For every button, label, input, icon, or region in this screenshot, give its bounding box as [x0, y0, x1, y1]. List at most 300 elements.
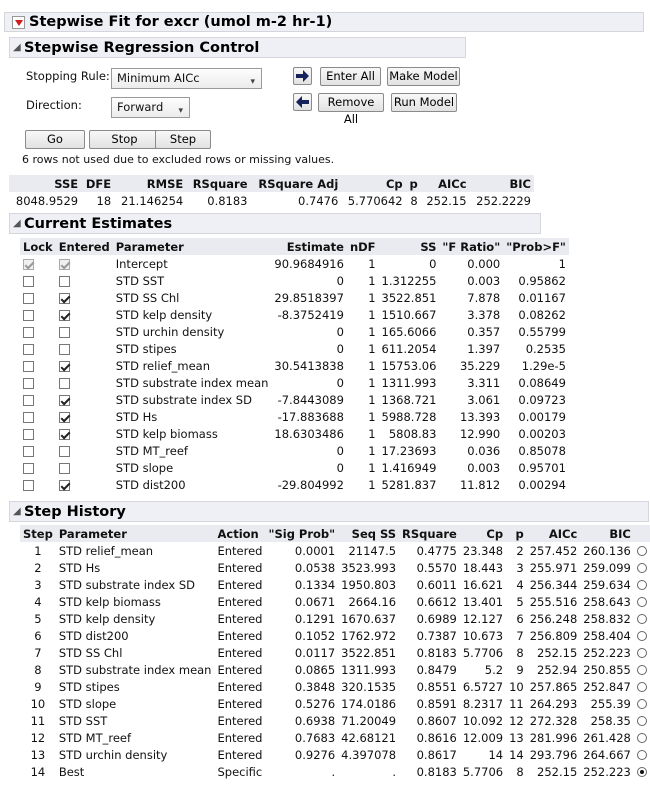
history-row [20, 695, 650, 712]
rsquare-cell: 0.8551 [416, 679, 457, 694]
rsquare-cell: 0.8617 [416, 747, 457, 762]
select-step-radio[interactable] [637, 733, 647, 743]
lock-checkbox[interactable] [23, 344, 34, 355]
select-cell [634, 661, 650, 678]
select-cell [634, 576, 650, 593]
bic-cell: 258.404 [583, 628, 631, 643]
enter-all-button[interactable]: Enter All [320, 67, 381, 86]
direction-value: Forward [117, 100, 164, 114]
p-cell: 7 [516, 628, 524, 643]
estimate-row [20, 306, 569, 323]
ss-cell: 611.2054 [381, 341, 437, 356]
estimate-cell: 90.9684916 [274, 256, 344, 271]
seq-ss-cell: 4.397078 [341, 747, 397, 762]
col-header-seq-ss: Seq SS [338, 525, 399, 542]
seq-ss-cell: 1950.803 [341, 577, 397, 592]
parameter-cell: STD relief_mean [115, 358, 211, 373]
ss-cell: 1368.721 [381, 392, 437, 407]
estimate-cell: 0 [336, 375, 344, 390]
step-cell: 4 [34, 594, 42, 609]
action-cell: Entered [217, 543, 263, 558]
ndf-cell: 1 [368, 324, 376, 339]
ss-cell: 165.6066 [381, 324, 437, 339]
f-ratio-cell: 3.311 [467, 375, 501, 390]
cp-cell: 6.5727 [462, 679, 504, 694]
f-ratio-cell: 11.812 [459, 477, 501, 492]
estimate-row [20, 340, 569, 357]
bic-cell: 252.847 [583, 679, 631, 694]
p-cell: 4 [516, 577, 524, 592]
parameter-cell: STD dist200 [58, 628, 129, 643]
prob-f-cell: 0.01167 [518, 290, 566, 305]
ndf-cell: 1 [368, 477, 376, 492]
parameter-cell: STD slope [58, 696, 117, 711]
enter-all-arrow-button[interactable] [293, 67, 312, 85]
red-triangle-menu-icon[interactable] [12, 16, 25, 29]
cp-cell: 12.009 [462, 730, 504, 745]
f-ratio-cell: 0.000 [467, 256, 501, 271]
rsquare-cell: 0.8183 [416, 645, 457, 660]
cp-cell: 14 [488, 747, 504, 762]
bic-cell: 259.099 [583, 560, 631, 575]
disclosure-icon[interactable]: ◢ [13, 506, 21, 517]
select-step-radio[interactable] [637, 580, 647, 590]
entered-checkbox[interactable] [59, 293, 70, 304]
cp-cell: 13.401 [462, 594, 504, 609]
prob-f-cell: 0.08262 [518, 307, 566, 322]
arrow-left-icon [296, 96, 310, 108]
chevron-down-icon: ▾ [178, 106, 183, 116]
step-cell: 11 [30, 713, 46, 728]
select-step-radio[interactable] [637, 597, 647, 607]
action-cell: Entered [217, 611, 263, 626]
entered-cell [56, 425, 113, 442]
cp-cell: 23.348 [462, 543, 504, 558]
lock-cell [20, 340, 56, 357]
estimate-row [20, 289, 569, 306]
report-title: Stepwise Fit for excr (umol m-2 hr-1) [29, 14, 333, 30]
entered-checkbox[interactable] [59, 310, 70, 321]
bic-cell: 252.223 [583, 645, 631, 660]
select-step-radio[interactable] [637, 699, 647, 709]
ss-cell: 0 [429, 256, 437, 271]
summary-header: RSquare [186, 175, 250, 192]
summary-header: RMSE [114, 175, 186, 192]
ss-cell: 5281.837 [381, 477, 437, 492]
stop-button[interactable]: Stop [89, 130, 160, 149]
lock-checkbox[interactable] [23, 276, 34, 287]
action-cell: Entered [217, 747, 263, 762]
aicc-cell: 281.996 [529, 730, 578, 745]
f-ratio-cell: 7.878 [467, 290, 501, 305]
action-cell: Entered [217, 679, 263, 694]
seq-ss-cell: 71.20049 [341, 713, 397, 728]
select-step-radio[interactable] [637, 546, 647, 556]
entered-checkbox [59, 259, 70, 270]
bic-cell: 252.223 [583, 764, 631, 779]
select-step-radio[interactable] [637, 648, 647, 658]
parameter-cell: STD SS Chl [115, 290, 180, 305]
sig-prob-cell: 0.6938 [294, 713, 336, 728]
select-cell [634, 559, 650, 576]
cp-cell: 8.2317 [462, 696, 504, 711]
estimate-cell: 0 [336, 273, 344, 288]
seq-ss-cell: 3522.851 [341, 645, 397, 660]
col-header-f-ratio: "F Ratio" [439, 238, 503, 255]
p-cell: 5 [516, 594, 524, 609]
f-ratio-cell: 0.036 [467, 443, 501, 458]
rsquare-cell: 0.6011 [416, 577, 457, 592]
rsquare-cell: 0.7387 [416, 628, 457, 643]
ndf-cell: 1 [368, 443, 376, 458]
control-header[interactable] [9, 37, 466, 58]
ss-cell: 1311.993 [381, 375, 437, 390]
history-row [20, 712, 650, 729]
action-cell: Entered [217, 730, 263, 745]
stopping-rule-value: Minimum AICc [117, 71, 200, 85]
select-step-radio[interactable] [637, 665, 647, 675]
prob-f-cell: 0.00203 [518, 426, 566, 441]
remove-all-arrow-button[interactable] [293, 93, 312, 111]
step-cell: 8 [34, 662, 42, 677]
history-row [20, 593, 650, 610]
entered-checkbox[interactable] [59, 395, 70, 406]
cp-cell: 5.2 [484, 662, 504, 677]
p-cell: 2 [516, 543, 524, 558]
history-row [20, 627, 650, 644]
sig-prob-cell: 0.7683 [294, 730, 336, 745]
action-cell: Specific [217, 764, 263, 779]
aicc-cell: 272.328 [529, 713, 578, 728]
lock-cell [20, 374, 56, 391]
p-cell: 11 [509, 696, 524, 711]
sig-prob-cell: . [331, 764, 336, 779]
summary-value: 18 [96, 193, 112, 208]
sig-prob-cell: 0.0001 [294, 543, 336, 558]
estimate-cell: 0 [336, 460, 344, 475]
entered-checkbox[interactable] [59, 378, 70, 389]
bic-cell: 258.832 [583, 611, 631, 626]
ndf-cell: 1 [368, 460, 376, 475]
make-model-button[interactable]: Make Model [387, 67, 460, 86]
step-cell: 9 [34, 679, 42, 694]
cp-cell: 12.127 [462, 611, 504, 626]
lock-checkbox[interactable] [23, 361, 34, 372]
parameter-cell: Intercept [115, 256, 168, 271]
history-row [20, 576, 650, 593]
entered-cell [56, 340, 113, 357]
f-ratio-cell: 35.229 [459, 358, 501, 373]
estimates-title: Current Estimates [24, 216, 173, 232]
seq-ss-cell: 1311.993 [341, 662, 397, 677]
summary-value: 8048.9529 [15, 193, 79, 208]
parameter-cell: STD slope [115, 460, 174, 475]
aicc-cell: 257.865 [529, 679, 578, 694]
entered-checkbox[interactable] [59, 480, 70, 491]
aicc-cell: 255.971 [529, 560, 578, 575]
col-header-sig-prob: "Sig Prob" [265, 525, 338, 542]
entered-checkbox[interactable] [59, 327, 70, 338]
parameter-cell: STD relief_mean [58, 543, 154, 558]
entered-cell [56, 442, 113, 459]
summary-value: 0.7476 [298, 193, 339, 208]
estimate-row [20, 272, 569, 289]
parameter-cell: STD dist200 [115, 477, 186, 492]
seq-ss-cell: 21147.5 [348, 543, 397, 558]
entered-cell [56, 459, 113, 476]
parameter-cell: STD substrate index mean [115, 375, 269, 390]
f-ratio-cell: 3.378 [467, 307, 501, 322]
f-ratio-cell: 1.397 [467, 341, 501, 356]
estimates-header[interactable] [9, 213, 541, 234]
entered-cell [56, 374, 113, 391]
entered-cell [56, 306, 113, 323]
prob-f-cell: 1 [558, 256, 566, 271]
parameter-cell: STD kelp density [115, 307, 213, 322]
rsquare-cell: 0.6989 [416, 611, 457, 626]
aicc-cell: 257.452 [529, 543, 578, 558]
estimate-cell: -29.804992 [277, 477, 344, 492]
aicc-cell: 264.293 [529, 696, 578, 711]
lock-cell [20, 476, 56, 493]
summary-header: BIC [470, 175, 534, 192]
p-cell: 8 [516, 645, 524, 660]
bic-cell: 261.428 [583, 730, 631, 745]
parameter-cell: STD stipes [115, 341, 177, 356]
lock-checkbox[interactable] [23, 327, 34, 338]
prob-f-cell: 0.00294 [518, 477, 566, 492]
select-cell [634, 729, 650, 746]
sig-prob-cell: 0.3848 [294, 679, 336, 694]
aicc-cell: 255.516 [529, 594, 578, 609]
select-step-radio[interactable] [637, 682, 647, 692]
aicc-cell: 252.15 [537, 645, 578, 660]
step-cell: 1 [34, 543, 42, 558]
history-row [20, 644, 650, 661]
rsquare-cell: 0.8591 [416, 696, 457, 711]
disclosure-icon[interactable]: ◢ [13, 42, 21, 53]
seq-ss-cell: . [392, 764, 397, 779]
estimate-cell: 29.8518397 [274, 290, 344, 305]
select-step-radio[interactable] [637, 716, 647, 726]
p-cell: 12 [509, 713, 524, 728]
rsquare-cell: 0.8479 [416, 662, 457, 677]
p-cell: 8 [516, 764, 524, 779]
lock-checkbox[interactable] [23, 412, 34, 423]
summary-value: 252.2229 [476, 193, 531, 208]
entered-cell [56, 476, 113, 493]
sig-prob-cell: 0.0865 [294, 662, 336, 677]
entered-checkbox[interactable] [59, 276, 70, 287]
run-model-button[interactable]: Run Model [391, 93, 457, 112]
parameter-cell: STD urchin density [115, 324, 225, 339]
parameter-cell: STD substrate index SD [115, 392, 252, 407]
aicc-cell: 252.94 [537, 662, 578, 677]
lock-cell [20, 459, 56, 476]
f-ratio-cell: 0.357 [467, 324, 501, 339]
seq-ss-cell: 42.68121 [341, 730, 397, 745]
ndf-cell: 1 [368, 426, 376, 441]
parameter-cell: STD kelp biomass [58, 594, 161, 609]
rsquare-cell: 0.4775 [416, 543, 457, 558]
step-cell: 13 [30, 747, 46, 762]
arrow-right-icon [296, 70, 310, 82]
select-step-radio[interactable] [637, 631, 647, 641]
action-cell: Entered [217, 713, 263, 728]
disclosure-icon[interactable]: ◢ [13, 218, 21, 229]
summary-table [9, 175, 534, 209]
parameter-cell: STD SST [58, 713, 108, 728]
estimate-row [20, 374, 569, 391]
p-cell: 13 [509, 730, 524, 745]
bic-cell: 264.667 [583, 747, 631, 762]
ss-cell: 1.312255 [381, 273, 437, 288]
col-header-rsquare: RSquare [399, 525, 460, 542]
sig-prob-cell: 0.9276 [294, 747, 336, 762]
sig-prob-cell: 0.1291 [294, 611, 336, 626]
entered-cell [56, 289, 113, 306]
lock-cell [20, 323, 56, 340]
estimate-cell: 18.6303486 [274, 426, 344, 441]
step-cell: 7 [34, 645, 42, 660]
ss-cell: 1.416949 [381, 460, 437, 475]
bic-cell: 258.643 [583, 594, 631, 609]
sig-prob-cell: 0.0538 [294, 560, 336, 575]
prob-f-cell: 0.95701 [518, 460, 566, 475]
report-header [4, 12, 644, 32]
direction-select[interactable] [111, 97, 190, 118]
prob-f-cell: 0.00179 [518, 409, 566, 424]
sig-prob-cell: 0.1334 [294, 577, 336, 592]
lock-cell [20, 272, 56, 289]
select-step-radio[interactable] [637, 563, 647, 573]
ss-cell: 5988.728 [381, 409, 437, 424]
parameter-cell: STD MT_reef [115, 443, 188, 458]
stopping-rule-select[interactable] [111, 68, 262, 89]
action-cell: Entered [217, 662, 263, 677]
summary-header: DFE [81, 175, 114, 192]
rsquare-cell: 0.5570 [416, 560, 457, 575]
history-row [20, 661, 650, 678]
f-ratio-cell: 3.061 [467, 392, 501, 407]
estimate-cell: -7.8443089 [277, 392, 344, 407]
lock-cell [20, 442, 56, 459]
lock-checkbox[interactable] [23, 395, 34, 406]
select-cell [634, 542, 650, 559]
step-cell: 14 [30, 764, 46, 779]
col-header-lock: Lock [20, 238, 56, 255]
col-header-cp: Cp [460, 525, 506, 542]
step-cell: 3 [34, 577, 42, 592]
parameter-cell: STD Hs [58, 560, 101, 575]
prob-f-cell: 0.08649 [518, 375, 566, 390]
rsquare-cell: 0.6612 [416, 594, 457, 609]
col-header-parameter: Parameter [113, 238, 272, 255]
estimate-row [20, 459, 569, 476]
col-header-p: p [506, 525, 527, 542]
select-step-radio[interactable] [637, 767, 647, 777]
history-title: Step History [24, 504, 126, 520]
lock-checkbox[interactable] [23, 378, 34, 389]
col-header-aicc: AICc [527, 525, 581, 542]
step-cell: 5 [34, 611, 42, 626]
history-row [20, 763, 650, 780]
ndf-cell: 1 [368, 375, 376, 390]
cp-cell: 18.443 [462, 560, 504, 575]
entered-checkbox[interactable] [59, 344, 70, 355]
lock-cell [20, 408, 56, 425]
estimate-row [20, 323, 569, 340]
history-row [20, 542, 650, 559]
parameter-cell: STD substrate index SD [58, 577, 196, 592]
remove-all-button[interactable]: Remove All [318, 93, 384, 112]
entered-checkbox[interactable] [59, 361, 70, 372]
lock-checkbox[interactable] [23, 293, 34, 304]
parameter-cell: STD stipes [58, 679, 120, 694]
cp-cell: 10.673 [462, 628, 504, 643]
entered-checkbox[interactable] [59, 446, 70, 457]
control-title: Stepwise Regression Control [24, 40, 260, 56]
select-cell [634, 712, 650, 729]
step-cell: 12 [30, 730, 46, 745]
aicc-cell: 256.248 [529, 611, 578, 626]
bic-cell: 258.35 [590, 713, 631, 728]
lock-checkbox[interactable] [23, 429, 34, 440]
select-step-radio[interactable] [637, 614, 647, 624]
history-row [20, 610, 650, 627]
sig-prob-cell: 0.5276 [294, 696, 336, 711]
summary-value: 252.15 [426, 193, 467, 208]
history-header[interactable] [9, 501, 649, 522]
estimate-cell: 30.5413838 [274, 358, 344, 373]
action-cell: Entered [217, 645, 263, 660]
lock-checkbox[interactable] [23, 480, 34, 491]
parameter-cell: STD urchin density [58, 747, 168, 762]
ss-cell: 3522.851 [381, 290, 437, 305]
p-cell: 3 [516, 560, 524, 575]
lock-cell [20, 357, 56, 374]
ndf-cell: 1 [368, 409, 376, 424]
select-step-radio[interactable] [637, 750, 647, 760]
estimate-row [20, 357, 569, 374]
col-header-step: Step [20, 525, 56, 542]
ndf-cell: 1 [368, 358, 376, 373]
lock-checkbox[interactable] [23, 310, 34, 321]
seq-ss-cell: 2664.16 [348, 594, 397, 609]
lock-checkbox[interactable] [23, 463, 34, 474]
entered-checkbox[interactable] [59, 463, 70, 474]
seq-ss-cell: 1670.637 [341, 611, 397, 626]
col-header-select [634, 525, 650, 542]
ndf-cell: 1 [368, 392, 376, 407]
parameter-cell: STD Hs [115, 409, 158, 424]
go-button[interactable]: Go [25, 130, 85, 149]
cp-cell: 5.7706 [462, 764, 504, 779]
summary-header: SSE [9, 175, 81, 192]
ndf-cell: 1 [368, 307, 376, 322]
step-cell: 6 [34, 628, 42, 643]
entered-cell [56, 408, 113, 425]
ss-cell: 15753.06 [381, 358, 437, 373]
entered-checkbox[interactable] [59, 412, 70, 423]
seq-ss-cell: 3523.993 [341, 560, 397, 575]
step-button[interactable]: Step [155, 130, 211, 149]
entered-checkbox[interactable] [59, 429, 70, 440]
cp-cell: 16.621 [462, 577, 504, 592]
prob-f-cell: 0.2535 [525, 341, 566, 356]
summary-header: AICc [421, 175, 470, 192]
lock-checkbox[interactable] [23, 446, 34, 457]
